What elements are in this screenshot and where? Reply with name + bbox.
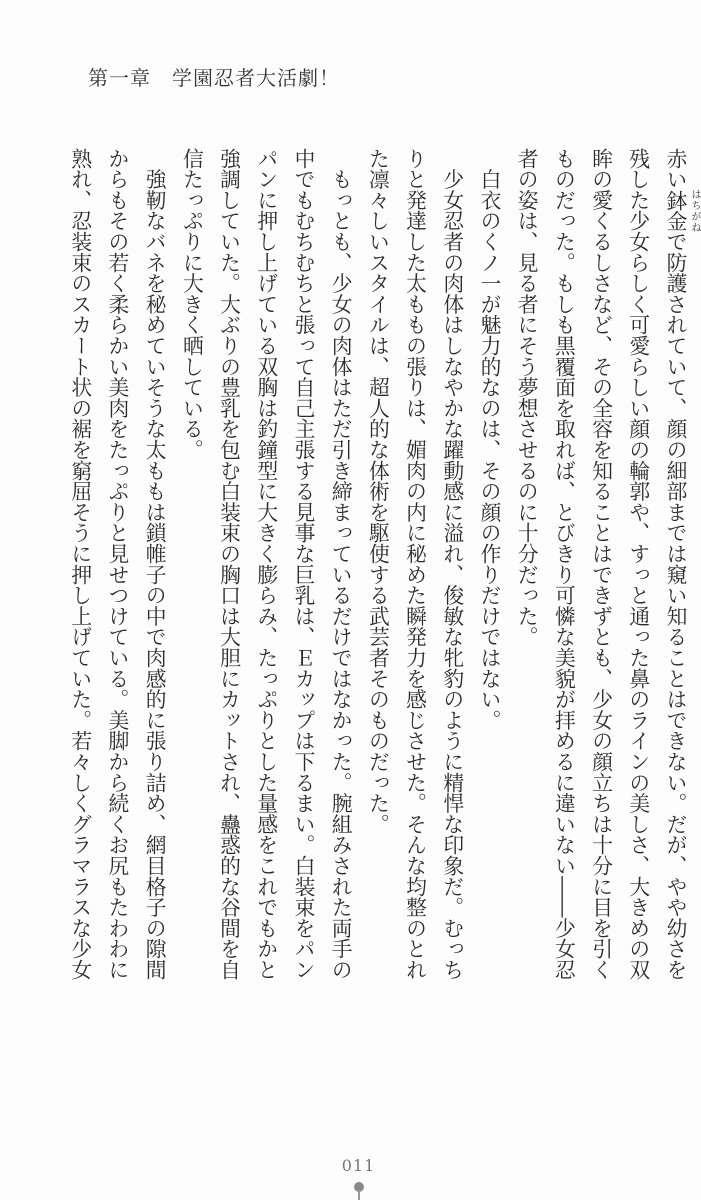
text-column: 残した少女らしく可愛らしい顔の輪郭や、すっと通った鼻のラインの美しさ、大きめの双	[625, 148, 650, 980]
text-column: ものだった。もしも黒覆面を取れば、とびきり可憐な美貌が拝めるに違いない――少女忍	[551, 148, 576, 980]
text-column: 信たっぷりに大きく晒している。	[179, 148, 204, 460]
text-column: からもその若く柔らかい美肉をたっぷりと見せつけている。美脚から続くお尻もたわわに	[104, 148, 129, 980]
chapter-title: 第一章 学園忍者大活劇！	[88, 66, 340, 90]
text-column: 者の姿は、見る者にそう夢想させるのに十分だった。	[514, 148, 539, 648]
text-column: パンに押し上げている双胸は釣鐘型に大きく膨らみ、たっぷりとした量感をこれでもかと	[253, 148, 278, 980]
ruby-base-text: 鉢金	[663, 189, 687, 232]
text-column: 白衣のくノ一が魅力的なのは、その顔の作りだけではない。	[476, 148, 501, 731]
page-marker-line	[358, 1190, 360, 1200]
text-column: 少女忍者の肉体はしなやかな躍動感に溢れ、俊敏な牝豹のように精悍な印象だ。むっち	[439, 148, 464, 980]
text-segment: 赤い	[663, 148, 687, 190]
text-column	[656, 148, 700, 998]
page-number: 011	[341, 1156, 376, 1175]
text-column: もっとも、少女の肉体はただ引き締まっているだけではなかった。腕組みされた両手の	[328, 148, 353, 980]
ruby-reading: はちがね	[689, 188, 700, 233]
text-column: 熟れ、忍装束のスカート状の裾を窮屈そうに押し上げていた。若々しくグラマラスな少女	[67, 148, 92, 980]
text-column: 強靭なバネを秘めていそうな太ももは鎖帷子の中で肉感的に張り詰め、網目格子の隙間	[142, 148, 167, 980]
text-column: た凛々しいスタイルは、超人的な体術を駆使する武芸者そのものだった。	[365, 148, 390, 835]
text-column: 強調していた。大ぶりの豊乳を包む白装束の胸口は大胆にカットされ、蠱惑的な谷間を自	[216, 148, 241, 980]
text-column: 眸の愛くるしさなど、その全容を知ることはできずとも、少女の顔立ちは十分に目を引く	[588, 148, 613, 980]
text-column: りと発達した太ももの張りは、媚肉の内に秘めた瞬発力を感じさせた。そんな均整のとれ	[402, 148, 427, 980]
body-text	[61, 148, 700, 998]
text-column: 中でもむちむちと張って自己主張する見事な巨乳は、Ｅカップは下るまい。白装束をパン	[290, 148, 315, 980]
ruby-base	[663, 188, 700, 233]
text-segment: で防護されていて、顔の細部までは窺い知ることはできない。だが、やや幼さを	[663, 231, 687, 981]
